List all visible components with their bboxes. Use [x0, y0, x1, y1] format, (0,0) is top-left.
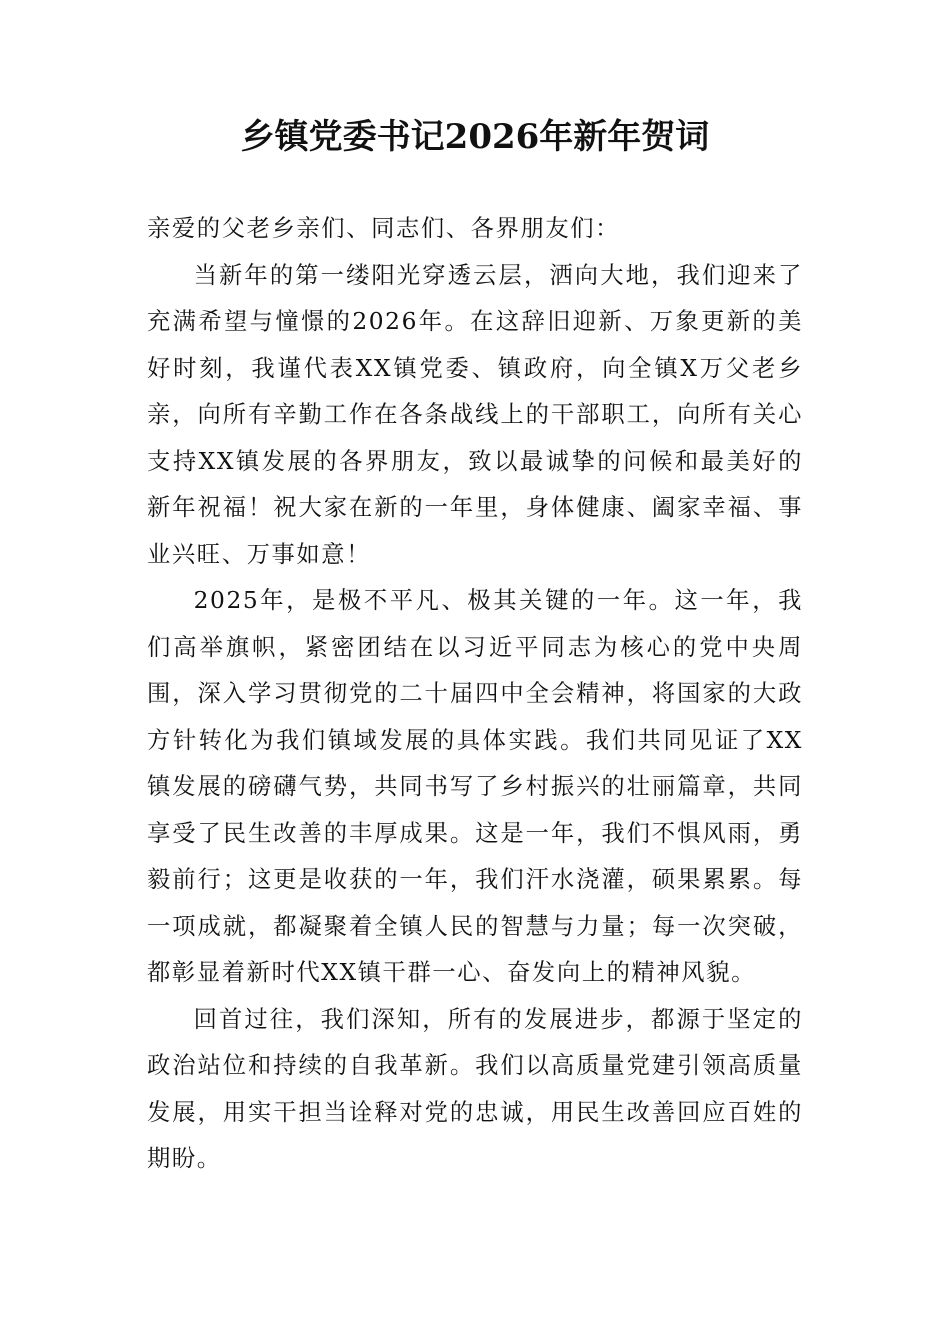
document-title: 乡镇党委书记2026年新年贺词	[240, 117, 710, 157]
paragraph-3: 回首过往，我们深知，所有的发展进步，都源于坚定的政治站位和持续的自我革新。我们以高质量党建引领高质量发展，用实干担当诠释对党的忠诚，用民生改善回应百姓的期盼。	[147, 1005, 803, 1172]
paragraph-2: 2025年，是极不平凡、极其关键的一年。这一年，我们高举旗帜，紧密团结在以习近平同志为核心的党中央周围，深入学习贯彻党的二十届四中全会精神，将国家的大政方针转化为我们镇域发展的具体实践。我们共同见证了XX镇发展的磅礴气势，共同书写了乡村振兴的壮丽篇章，共同享受了民生改善的丰厚成果。这是一年，我们不惧风雨，勇毅前行；这更是收获的一年，我们汗水浇灌，硕果累累。每一项成就，都凝聚着全镇人民的智慧与力量；每一次突破，都彰显着新时代XX镇干群一心、奋发向上的精神风貌。	[147, 587, 803, 986]
paragraph-1: 当新年的第一缕阳光穿透云层，洒向大地，我们迎来了充满希望与憧憬的2026年。在这辞旧迎新、万象更新的美好时刻，我谨代表XX镇党委、镇政府，向全镇X万父老乡亲，向所有辛勤工作在各条战线上的干部职工，向所有关心支持XX镇发展的各界朋友，致以最诚挚的问候和最美好的新年祝福！祝大家在新的一年里，身体健康、阖家幸福、事业兴旺、万事如意！	[147, 261, 803, 568]
greeting: 亲爱的父老乡亲们、同志们、各界朋友们：	[147, 215, 621, 242]
document-body	[147, 206, 803, 1183]
